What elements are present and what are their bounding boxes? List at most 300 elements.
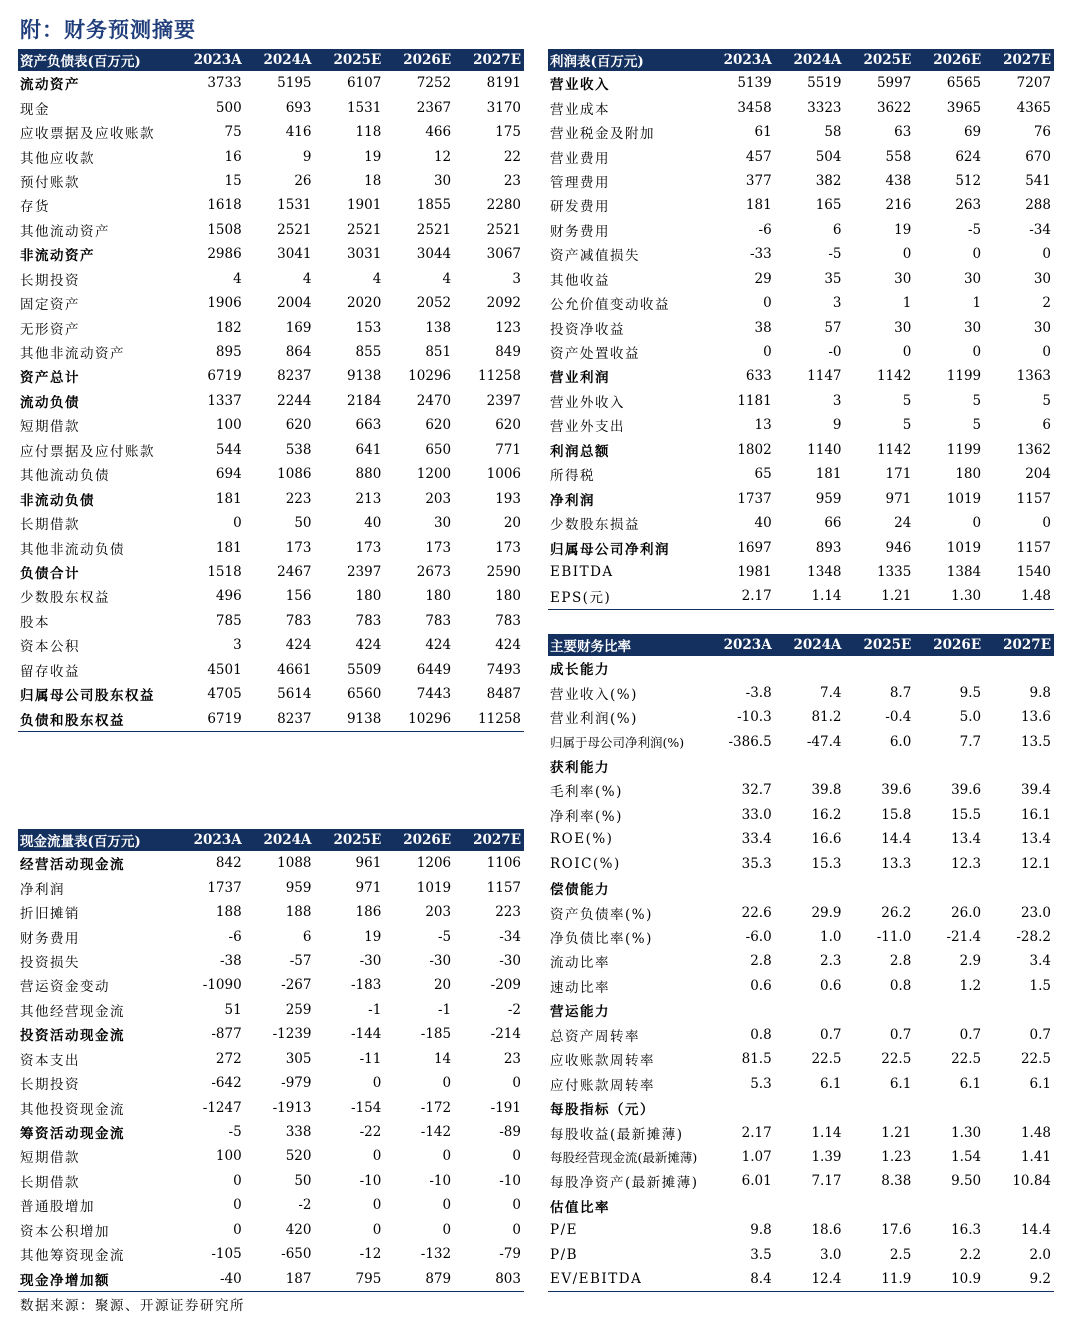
ratios-row-label: P/E	[550, 1222, 578, 1239]
balance-sheet-row-label: 其他应收款	[20, 150, 95, 167]
balance-sheet-cell: 880	[355, 466, 382, 483]
balance-sheet-row	[18, 389, 524, 413]
cash-flow-cell: -79	[499, 1246, 521, 1263]
balance-sheet-cell: 18	[364, 172, 382, 189]
ratios-cell: 11.9	[845, 1267, 915, 1292]
balance-sheet-cell: 650	[425, 441, 452, 458]
income-statement-cell: 63	[894, 124, 912, 141]
balance-sheet-row-label: 其他流动资产	[20, 223, 110, 240]
cash-flow-row	[18, 1144, 524, 1168]
cash-flow-row-label: 筹资活动现金流	[20, 1126, 125, 1143]
income-statement-cell: 5997	[876, 75, 912, 92]
balance-sheet-header-row	[18, 48, 524, 71]
cash-flow-cell: 0	[372, 1075, 382, 1092]
ratios-row-label: 估值比率	[550, 1199, 610, 1216]
cash-flow-cell: 803	[454, 1266, 524, 1291]
balance-sheet-cell: 15	[224, 172, 242, 189]
income-statement-cell: 57	[824, 319, 842, 336]
cash-flow-cell: 305	[285, 1050, 312, 1067]
balance-sheet-cell: 2521	[416, 221, 452, 238]
cash-flow-row-label: 短期借款	[20, 1150, 80, 1167]
ratios-cell: 5.0	[959, 709, 982, 726]
ratios-cell: 8.7	[889, 684, 912, 701]
cash-flow-cell: 0	[512, 1221, 521, 1238]
income-statement-cell: -34	[1029, 221, 1051, 238]
balance-sheet-cell: 424	[355, 637, 382, 654]
ratios-cell	[705, 1194, 775, 1218]
income-statement-cell: 171	[885, 466, 912, 483]
balance-sheet-row	[18, 169, 524, 193]
ratios-cell	[705, 998, 775, 1022]
ratios-row	[548, 925, 1054, 949]
cash-flow-cell: -154	[350, 1099, 382, 1116]
cash-flow-cell: 1737	[207, 879, 242, 896]
ratios-cell: -6.0	[745, 929, 772, 946]
income-statement-row	[548, 169, 1054, 193]
balance-sheet-cell: 2521	[277, 221, 312, 238]
cash-flow-cell: 1206	[416, 855, 452, 872]
income-statement-cell: 3	[832, 295, 842, 312]
ratios-cell: 22.5	[811, 1051, 842, 1068]
balance-sheet-title: 资产负债表(百万元)	[18, 48, 175, 71]
ratios-cell: 32.7	[741, 782, 772, 799]
income-statement-cell: 180	[955, 466, 982, 483]
ratios-row	[548, 1047, 1054, 1071]
income-statement-row	[548, 364, 1054, 388]
cash-flow-row-label: 折旧摊销	[20, 906, 80, 923]
ratios-cell: 2.0	[1029, 1246, 1051, 1263]
income-statement-cell: 1.48	[984, 584, 1054, 609]
income-statement-cell: 58	[824, 124, 842, 141]
balance-sheet-cell: 3041	[277, 246, 312, 263]
cash-flow-cell: -2	[507, 1001, 521, 1018]
income-statement-cell: 382	[815, 172, 842, 189]
ratios-row	[548, 949, 1054, 973]
balance-sheet-row	[18, 535, 524, 559]
balance-sheet-cell: 3	[512, 270, 521, 287]
balance-sheet-cell: 9138	[315, 706, 385, 731]
cash-flow-row	[18, 875, 524, 899]
ratios-cell	[705, 754, 775, 778]
balance-sheet-cell: 100	[215, 417, 242, 434]
ratios-cell: 1.5	[1029, 977, 1051, 994]
income-statement-cell: 1.14	[775, 584, 845, 609]
ratios-cell: 29.9	[811, 904, 842, 921]
balance-sheet-cell: 175	[495, 124, 521, 141]
balance-sheet-cell: 11258	[454, 706, 524, 731]
balance-sheet-cell: 169	[285, 319, 312, 336]
income-statement-row-label: 所得税	[550, 468, 595, 485]
income-statement-row-label: 营业税金及附加	[550, 126, 655, 143]
ratios-cell: 81.5	[741, 1051, 772, 1068]
balance-sheet-cell: 223	[285, 490, 312, 507]
income-statement-cell: 633	[745, 368, 772, 385]
cash-flow-cell: 1088	[277, 855, 312, 872]
balance-sheet-row-label: 现金	[20, 101, 50, 118]
balance-sheet-cell: 851	[425, 344, 452, 361]
data-source-note: 数据来源：聚源、开源证券研究所	[20, 1298, 245, 1314]
ratios-cell: 23.0	[1020, 904, 1051, 921]
ratios-cell: 39.6	[951, 782, 982, 799]
ratios-cell	[845, 754, 915, 778]
ratios-row-label: 营运能力	[550, 1004, 610, 1021]
income-statement-year-header: 2024A	[775, 48, 845, 71]
cash-flow-cell: 795	[315, 1266, 385, 1291]
income-statement-row-label: 其他收益	[550, 272, 610, 289]
ratios-row	[548, 852, 1054, 876]
cash-flow-cell: -6	[228, 928, 242, 945]
cash-flow-year-header: 2024A	[245, 828, 315, 851]
cash-flow-cell: 879	[384, 1266, 454, 1291]
income-statement-row-label: 营业收入	[550, 77, 610, 94]
ratios-cell: 1.14	[811, 1124, 842, 1141]
ratios-cell: 10.9	[914, 1267, 984, 1292]
cash-flow-cell: -38	[219, 952, 242, 969]
balance-sheet-cell: 424	[495, 637, 521, 654]
ratios-cell: 1.0	[820, 929, 842, 946]
balance-sheet-cell: 123	[495, 319, 521, 336]
balance-sheet-cell: 173	[285, 539, 312, 556]
income-statement-cell: 3622	[876, 99, 912, 116]
balance-sheet-cell: 2280	[486, 197, 521, 214]
ratios-year-header: 2026E	[914, 633, 984, 656]
balance-sheet-row	[18, 511, 524, 535]
ratios-cell: 14.4	[881, 831, 912, 848]
cash-flow-cell: 223	[495, 904, 521, 921]
cash-flow-row-label: 其他筹资现金流	[20, 1248, 125, 1265]
income-statement-row-label: 净利润	[550, 492, 595, 509]
balance-sheet-row-label: 负债合计	[20, 565, 80, 582]
ratios-cell	[914, 998, 984, 1022]
income-statement-cell: 1140	[807, 441, 842, 458]
cash-flow-cell: 203	[425, 904, 452, 921]
balance-sheet-cell: 11258	[478, 368, 521, 385]
balance-sheet-cell: 180	[425, 588, 452, 605]
income-statement-cell: 30	[894, 270, 912, 287]
income-statement-row-label: 营业外收入	[550, 394, 625, 411]
balance-sheet-cell: 7493	[486, 661, 521, 678]
ratios-cell	[984, 998, 1054, 1022]
income-statement-row-label: 资产减值损失	[550, 248, 640, 265]
balance-sheet-cell: 153	[355, 319, 382, 336]
cash-flow-cell: -142	[420, 1124, 452, 1141]
balance-sheet-cell: 783	[355, 612, 382, 629]
cash-flow-cell: 0	[512, 1197, 521, 1214]
balance-sheet-cell: 8237	[277, 368, 312, 385]
ratios-cell: -386.5	[728, 733, 772, 750]
income-statement-cell: 1802	[737, 441, 772, 458]
balance-sheet-cell: 6719	[207, 368, 242, 385]
balance-sheet-cell: 10296	[384, 706, 454, 731]
balance-sheet-cell: 180	[355, 588, 382, 605]
ratios-row	[548, 876, 1054, 900]
balance-sheet-row-label: 少数股东权益	[20, 590, 110, 607]
balance-sheet-row	[18, 242, 524, 266]
income-statement-cell: 288	[1025, 197, 1051, 214]
cash-flow-cell: 420	[285, 1221, 312, 1238]
ratios-cell: 5.3	[750, 1075, 772, 1092]
balance-sheet-cell: 1508	[207, 221, 242, 238]
ratios-cell: 1.48	[1020, 1124, 1051, 1141]
income-statement-row	[548, 535, 1054, 559]
income-statement-cell: 30	[1033, 270, 1051, 287]
income-statement-cell: 1737	[737, 490, 772, 507]
balance-sheet-cell: 8487	[486, 686, 521, 703]
ratios-year-header: 2025E	[845, 633, 915, 656]
balance-sheet-cell: 9138	[346, 368, 382, 385]
cash-flow-row	[18, 1047, 524, 1071]
cash-flow-row-label: 长期投资	[20, 1077, 80, 1094]
income-statement-cell: -6	[758, 221, 772, 238]
balance-sheet-cell: 424	[285, 637, 312, 654]
balance-sheet-cell: 50	[294, 515, 312, 532]
balance-sheet-year-header: 2027E	[454, 48, 524, 71]
balance-sheet-cell: 693	[285, 99, 312, 116]
balance-sheet-cell: 500	[215, 99, 242, 116]
income-statement-cell: 5	[972, 392, 982, 409]
income-statement-cell: 6	[1042, 417, 1051, 434]
balance-sheet-row	[18, 486, 524, 510]
balance-sheet-cell: 864	[285, 344, 312, 361]
balance-sheet-row-label: 归属母公司股东权益	[20, 688, 155, 705]
ratios-cell: 22.5	[881, 1051, 912, 1068]
balance-sheet-cell: 641	[355, 441, 382, 458]
cash-flow-cell: 188	[215, 904, 242, 921]
cash-flow-cell: 520	[285, 1148, 312, 1165]
ratios-row	[548, 900, 1054, 924]
ratios-row-label: 应收账款周转率	[550, 1053, 655, 1070]
income-statement-cell: 1	[902, 295, 912, 312]
balance-sheet-row	[18, 291, 524, 315]
balance-sheet-cell: 2470	[416, 392, 452, 409]
cash-flow-cell: -40	[175, 1266, 245, 1291]
income-statement-cell: 76	[1033, 124, 1051, 141]
income-statement-row-label: 公允价值变动收益	[550, 297, 670, 314]
income-statement-cell: 512	[955, 172, 982, 189]
balance-sheet-row-label: 预付账款	[20, 174, 80, 191]
balance-sheet-cell: 2184	[346, 392, 382, 409]
balance-sheet-cell: 193	[495, 490, 521, 507]
ratios-cell: 12.3	[951, 855, 982, 872]
cash-flow-cell: 0	[372, 1197, 382, 1214]
income-statement-cell: 35	[824, 270, 842, 287]
cash-flow-cell: -185	[420, 1026, 452, 1043]
income-statement-row-label: 营业外支出	[550, 419, 625, 436]
balance-sheet-row-label: 资本公积	[20, 639, 80, 656]
cash-flow-row	[18, 998, 524, 1022]
balance-sheet-cell: 5614	[277, 686, 312, 703]
balance-sheet-cell: 4705	[207, 686, 242, 703]
cash-flow-cell: 959	[285, 879, 312, 896]
balance-sheet-row-label: 流动资产	[20, 77, 80, 94]
cash-flow-row-label: 投资损失	[20, 954, 80, 971]
cash-flow-row	[18, 949, 524, 973]
ratios-row	[548, 1120, 1054, 1144]
ratios-cell: 3.5	[750, 1246, 772, 1263]
ratios-cell	[705, 656, 775, 680]
income-statement-header-row	[548, 48, 1054, 71]
ratios-row-label: 每股经营现金流(最新摊薄)	[550, 1149, 698, 1165]
balance-sheet-row	[18, 462, 524, 486]
cash-flow-row	[18, 1071, 524, 1095]
ratios-row-label: 毛利率(%)	[550, 784, 623, 801]
cash-flow-cell: -191	[490, 1099, 521, 1116]
ratios-cell	[775, 876, 845, 900]
income-statement-cell: 3458	[737, 99, 772, 116]
income-statement-row	[548, 462, 1054, 486]
ratios-cell: 13.3	[881, 855, 912, 872]
income-statement-cell: 5	[1042, 392, 1051, 409]
balance-sheet-cell: 620	[425, 417, 452, 434]
ratios-cell	[705, 1096, 775, 1120]
balance-sheet-cell: 2367	[416, 99, 452, 116]
income-statement-cell: 5	[902, 417, 912, 434]
income-statement-row	[548, 315, 1054, 339]
ratios-cell: 2.8	[889, 953, 912, 970]
balance-sheet-cell: 40	[364, 515, 382, 532]
cash-flow-cell: -30	[429, 952, 452, 969]
balance-sheet-cell: 6560	[346, 686, 382, 703]
cash-flow-cell: 1019	[416, 879, 452, 896]
ratios-cell: 26.2	[881, 904, 912, 921]
balance-sheet-cell: 424	[425, 637, 452, 654]
cash-flow-cell: -105	[211, 1246, 242, 1263]
income-statement-cell: 1142	[876, 441, 912, 458]
income-statement-cell: 30	[1033, 319, 1051, 336]
cash-flow-cell: 6	[302, 928, 312, 945]
balance-sheet-cell: 783	[425, 612, 452, 629]
cash-flow-row	[18, 900, 524, 924]
income-statement-cell: 40	[754, 515, 772, 532]
ratios-row-label: 总资产周转率	[550, 1028, 640, 1045]
cash-flow-cell: 0	[512, 1148, 521, 1165]
cash-flow-row	[18, 973, 524, 997]
ratios-row-label: 资产负债率(%)	[550, 906, 653, 923]
ratios-cell: 12.4	[775, 1267, 845, 1292]
income-statement-cell: 377	[745, 172, 772, 189]
income-statement-row	[548, 218, 1054, 242]
income-statement-cell: 1384	[946, 563, 982, 580]
cash-flow-row	[18, 1266, 524, 1291]
income-statement-cell: 624	[955, 148, 982, 165]
cash-flow-cell: -132	[420, 1246, 452, 1263]
balance-sheet-row-label: 资产总计	[20, 370, 80, 387]
balance-sheet-row-label: 流动负债	[20, 394, 80, 411]
ratios-cell: 16.1	[1020, 806, 1051, 823]
cash-flow-row	[18, 1193, 524, 1217]
balance-sheet-cell: 182	[215, 319, 242, 336]
income-statement-cell: 13	[754, 417, 772, 434]
cash-flow-cell: 100	[215, 1148, 242, 1165]
ratios-cell: 15.8	[881, 806, 912, 823]
income-statement-cell: 457	[745, 148, 772, 165]
cash-flow-cell: 0	[372, 1221, 382, 1238]
ratios-cell: 2.5	[889, 1246, 912, 1263]
ratios-row-label: 成长能力	[550, 662, 610, 679]
income-statement-cell: 670	[1025, 148, 1051, 165]
cash-flow-cell: 961	[355, 855, 382, 872]
income-statement-row	[548, 120, 1054, 144]
balance-sheet-cell: 4	[233, 270, 242, 287]
income-statement-cell: 263	[955, 197, 982, 214]
cash-flow-cell: -1	[368, 1001, 382, 1018]
ratios-cell: 6.1	[1029, 1075, 1051, 1092]
income-statement-cell: 0	[1042, 515, 1051, 532]
income-statement-cell: 1335	[876, 563, 912, 580]
balance-sheet-cell: 22	[503, 148, 521, 165]
ratios-cell: 12.1	[1020, 855, 1051, 872]
income-statement-cell: 2.17	[705, 584, 775, 609]
cash-flow-row	[18, 1218, 524, 1242]
income-statement-cell: 1019	[946, 490, 982, 507]
cash-flow-cell: 1106	[486, 855, 521, 872]
income-statement-cell: 0	[972, 344, 982, 361]
income-statement-cell: 1981	[737, 563, 772, 580]
income-statement-cell: 24	[894, 515, 912, 532]
income-statement-row-label: 少数股东损益	[550, 517, 640, 534]
cash-flow-cell: -979	[281, 1075, 312, 1092]
cash-flow-cell: -57	[289, 952, 312, 969]
ratios-cell: 15.3	[811, 855, 842, 872]
income-statement-row-label: 管理费用	[550, 174, 610, 191]
balance-sheet-cell: 30	[433, 515, 452, 532]
ratios-row	[548, 1071, 1054, 1095]
balance-sheet-cell: 173	[495, 539, 521, 556]
balance-sheet-year-header: 2023A	[175, 48, 245, 71]
balance-sheet-cell: 138	[425, 319, 452, 336]
ratios-row-label: 净负债比率(%)	[550, 931, 653, 948]
balance-sheet-cell: 30	[433, 172, 452, 189]
cash-flow-cell: -1239	[272, 1026, 312, 1043]
cash-flow-cell: -10	[499, 1172, 521, 1189]
ratios-row-label: 应付账款周转率	[550, 1077, 655, 1094]
balance-sheet-row-label: 应付票据及应付账款	[20, 443, 155, 460]
ratios-row	[548, 1096, 1054, 1120]
income-statement-cell: -33	[749, 246, 772, 263]
balance-sheet-cell: 75	[224, 124, 242, 141]
balance-sheet-row-label: 长期借款	[20, 517, 80, 534]
ratios-cell: 6.1	[820, 1075, 842, 1092]
ratios-cell: 7.17	[811, 1173, 842, 1190]
balance-sheet-cell: 4501	[207, 661, 242, 678]
income-statement-cell: 959	[815, 490, 842, 507]
income-statement-row	[548, 267, 1054, 291]
ratios-row-label: EV/EBITDA	[548, 1267, 705, 1292]
cash-flow-year-header: 2027E	[454, 828, 524, 851]
balance-sheet-cell: 2673	[416, 563, 452, 580]
ratios-cell: 9.2	[984, 1267, 1054, 1292]
income-statement-cell: 165	[815, 197, 842, 214]
ratios-cell: 14.4	[1020, 1222, 1051, 1239]
balance-sheet-row	[18, 218, 524, 242]
balance-sheet-cell: 1531	[346, 99, 382, 116]
cash-flow-cell: -209	[490, 977, 521, 994]
income-statement-cell: 1362	[1016, 441, 1051, 458]
income-statement-row-label: 归属母公司净利润	[550, 541, 670, 558]
balance-sheet-row	[18, 584, 524, 608]
ratios-cell	[845, 656, 915, 680]
income-statement-cell: 5519	[807, 75, 842, 92]
balance-sheet-cell: 7443	[416, 686, 452, 703]
ratios-cell: 9.5	[959, 684, 982, 701]
income-statement-cell: 946	[885, 539, 912, 556]
balance-sheet-cell: 10296	[408, 368, 452, 385]
balance-sheet-cell: 5509	[346, 661, 382, 678]
income-statement-cell: 5	[902, 392, 912, 409]
ratios-cell	[775, 754, 845, 778]
cash-flow-cell: 186	[355, 904, 382, 921]
ratios-cell: 6.0	[889, 733, 912, 750]
